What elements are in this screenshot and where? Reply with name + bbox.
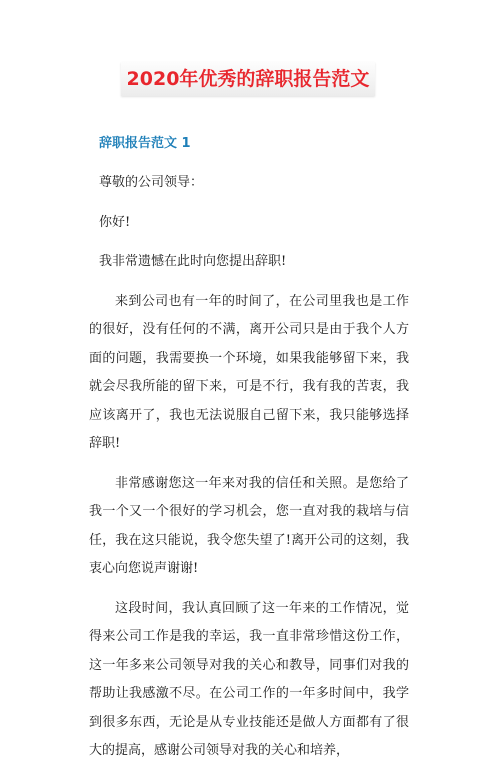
- section-heading: 辞职报告范文 1: [99, 136, 191, 151]
- salutation: 尊敬的公司领导：: [99, 175, 204, 190]
- body-paragraph-3: 这段时间，我认真回顾了这一年来的工作情况，觉得来公司工作是我的幸运，我一直非常珍惜这份工作，这一年多来公司领导对我的关心和教导，同事们对我的帮助让我感激不尽。在公司工作的一年多时间中，我学到很多东西，无论是从专业技能还是做人方面都有了很大的提高，感谢公司领导对我的关心和培养，: [89, 600, 409, 758]
- greeting: 你好!: [99, 214, 131, 230]
- opening-line: 我非常遗憾在此时向您提出辞职!: [99, 254, 287, 269]
- body-paragraph-1: 来到公司也有一年的时间了，在公司里我也是工作的很好，没有任何的不满，离开公司只是由于我个人方面的问题，我需要换一个环境，如果我能够留下来，我就会尽我所能的留下来，可是不行，我有我的苦衷，我应该离开了，我也无法说服自己留下来，我只能够选择辞职!: [89, 293, 409, 451]
- page-title: 2020年优秀的辞职报告范文: [121, 62, 376, 96]
- document-body: [89, 130, 409, 777]
- body-paragraph-2: 非常感谢您这一年来对我的信任和关照。是您给了我一个又一个很好的学习机会，您一直对我的栽培与信任，我在这只能说，我令您失望了!离开公司的这刻，我衷心向您说声谢谢!: [89, 475, 409, 576]
- title-container: [0, 62, 496, 96]
